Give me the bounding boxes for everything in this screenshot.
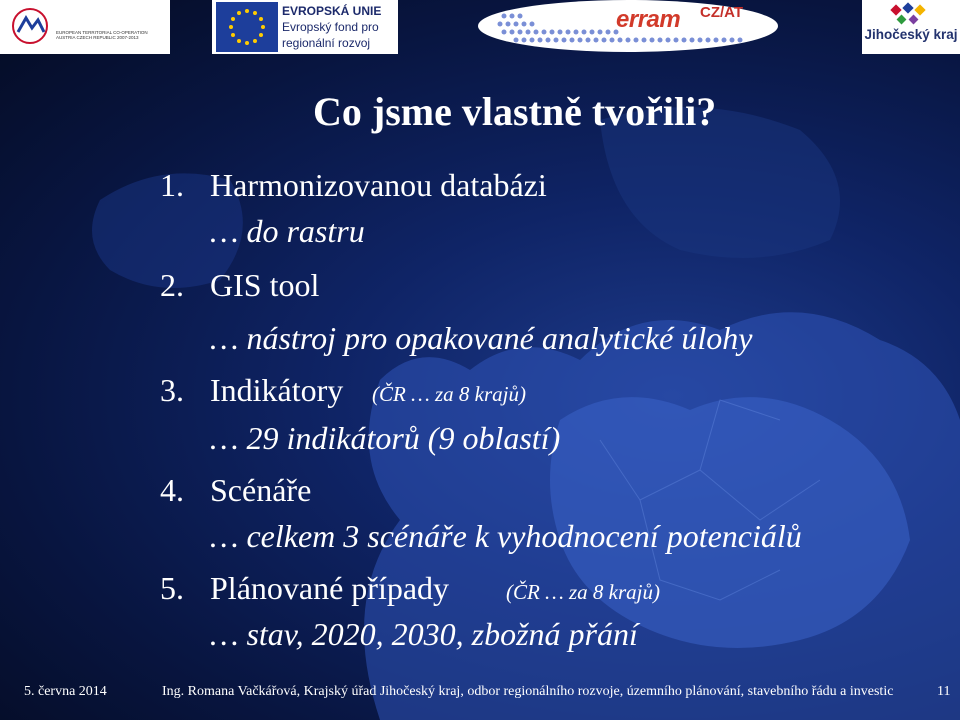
item-4-subtext: … celkem 3 scénáře k vyhodnocení potenciálů (210, 518, 802, 554)
jihocesky-kraj-logo (862, 0, 960, 54)
item-2-heading: GIS tool (210, 267, 320, 303)
erram-suffix: CZ/AT (700, 4, 744, 21)
slide-footer (0, 684, 960, 706)
item-5-number: 5. (160, 570, 184, 606)
eu-line3: regionální rozvoj (282, 36, 371, 50)
item-3-heading: Indikátory (210, 372, 344, 408)
etc-flag-icon (10, 6, 50, 46)
item-5-note: (ČR … za 8 krajů) (506, 580, 660, 604)
etc-logo (0, 0, 170, 54)
footer-page-number: 11 (937, 684, 951, 699)
jk-name: Jihočeský kraj (864, 27, 958, 42)
item-4-heading: Scénáře (210, 472, 312, 508)
eu-flag-icon (216, 2, 278, 52)
etc-small-text: EUROPEAN TERRITORIAL CO-OPERATION AUSTRIA CZECH REPUBLIC 2007-2013 (56, 30, 148, 40)
eu-logo (212, 0, 398, 54)
erram-word: erram (616, 6, 681, 33)
footer-date: 5. června 2014 (24, 684, 107, 699)
eu-line1: EVROPSKÁ UNIE (282, 4, 382, 18)
item-1-heading: Harmonizovanou databázi (210, 167, 547, 203)
footer-author: Ing. Romana Vačkářová, Krajský úřad Jihočeský kraj, odbor regionálního rozvoje, územního plánování, stavebního řádu a investic (162, 684, 894, 699)
item-2-subtext: … nástroj pro opakované analytické úlohy (210, 320, 753, 356)
item-5-subtext: … stav, 2020, 2030, zbožná přání (210, 616, 638, 652)
item-1-subtext: … do rastru (210, 213, 365, 249)
item-3-subtext: … 29 indikátorů (9 oblastí) (210, 420, 561, 456)
eu-line2: Evropský fond pro (282, 20, 379, 34)
logo-bar (0, 0, 960, 56)
slide-title: Co jsme vlastně tvořili? (313, 89, 717, 134)
item-4-number: 4. (160, 472, 184, 508)
item-5-heading: Plánované případy (210, 570, 450, 606)
eu-text (282, 3, 398, 51)
item-1-number: 1. (160, 167, 184, 203)
item-3-number: 3. (160, 372, 184, 408)
jk-emblem-icon (888, 2, 928, 28)
erram-logo (478, 0, 780, 56)
item-3-note: (ČR … za 8 krajů) (372, 382, 526, 406)
item-2-number: 2. (160, 267, 184, 303)
